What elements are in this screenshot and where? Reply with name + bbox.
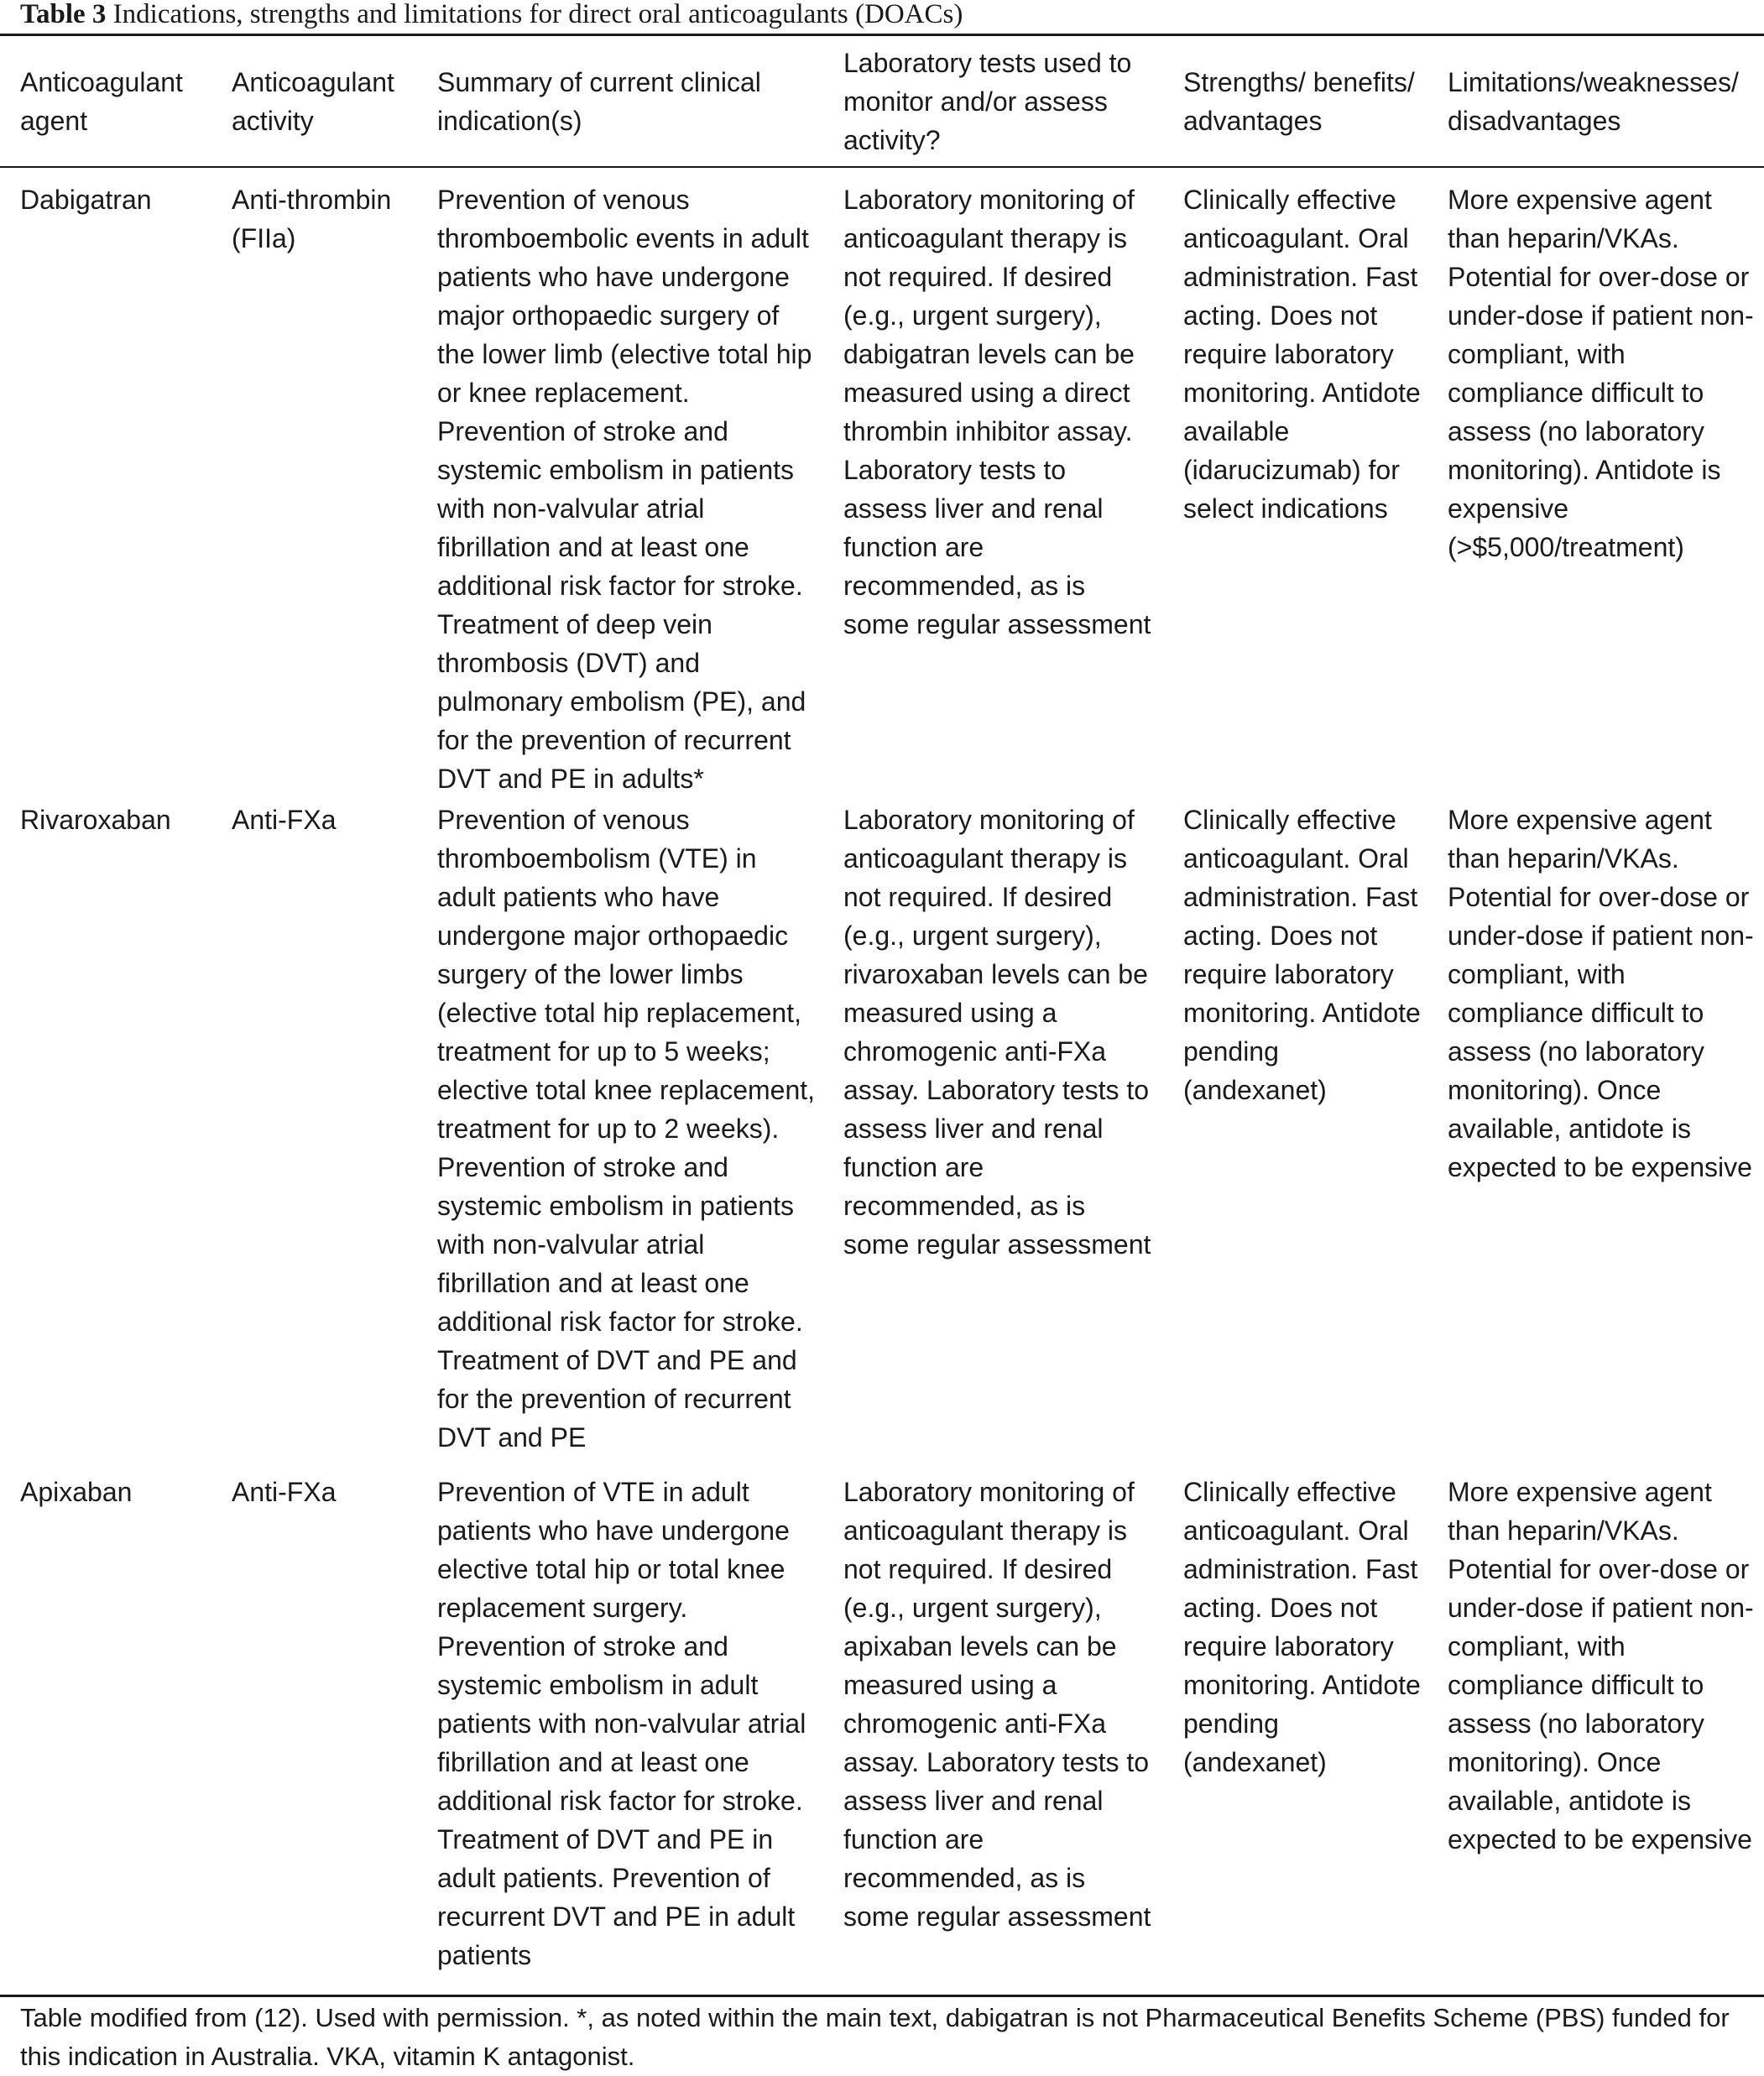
header-strengths [1163,36,1427,166]
cell-lab-tests-text: Laboratory monitoring of anticoagulant therapy is not required. If desired (e.g., urgent surgery), dabigatran levels can be measured using a direct thrombin inhibitor assay. Laboratory tests to assess liver and renal function are recommended, as is some regular assessment [843,185,1151,639]
cell-agent-text: Rivaroxaban [20,805,171,835]
cell-limitations-text: More expensive agent than heparin/VKAs. Potential for over-dose or under-dose if patient non-compliant, with compliance difficult to assess (no laboratory monitoring). Antidote is expensive (>$5,000/treatment) [1448,185,1754,562]
cell-strengths-text: Clinically effective anticoagulant. Oral administration. Fast acting. Does not require laboratory monitoring. Antidote pending (andexanet) [1183,1477,1421,1777]
table-row [0,1473,1764,2007]
cell-limitations [1427,801,1764,1473]
cell-agent [0,801,211,1473]
cell-lab-tests [823,1473,1163,2007]
cell-limitations-text: More expensive agent than heparin/VKAs. Potential for over-dose or under-dose if patient non-compliant, with compliance difficult to assess (no laboratory monitoring). Once available, antidote is expected to be expensive [1448,805,1754,1182]
cell-activity-text: Anti-thrombin (FIIa) [232,185,392,253]
cell-indications [417,166,823,801]
header-limitations [1427,36,1764,166]
cell-indications [417,1473,823,2007]
cell-lab-tests [823,166,1163,801]
table-header-row [0,36,1764,166]
cell-strengths [1163,166,1427,801]
cell-limitations [1427,1473,1764,2007]
cell-activity-text: Anti-FXa [232,805,337,835]
header-activity [211,36,417,166]
cell-strengths-text: Clinically effective anticoagulant. Oral administration. Fast acting. Does not require laboratory monitoring. Antidote available (idarucizumab) for select indications [1183,185,1421,524]
header-agent-text: Anticoagulant agent [20,66,183,136]
cell-indications-text: Prevention of venous thromboembolism (VTE) in adult patients who have undergone major orthopaedic surgery of the lower limbs (elective total hip replacement, treatment for up to 5 weeks; elective total knee replacement, treatment for up to 2 weeks). Prevention of stroke and systemic embolism in patients with non-valvular atrial fibrillation and at least one additional risk factor for stroke. Treatment of DVT and PE and for the prevention of recurrent DVT and PE [437,805,816,1453]
cell-agent-text: Dabigatran [20,185,152,215]
table-caption-label: Table 3 [20,0,107,29]
cell-agent-text: Apixaban [20,1477,133,1507]
cell-indications-text: Prevention of VTE in adult patients who have undergone elective total hip or total knee replacement surgery. Prevention of stroke and systemic embolism in adult patients with non-valvular atrial fibrillation and at least one additional risk factor for stroke. Treatment of DVT and PE in adult patients. Prevention of recurrent DVT and PE in adult patients [437,1477,806,1970]
header-strengths-text: Strengths/ benefits/ advantages [1183,66,1415,136]
cell-strengths [1163,1473,1427,2007]
header-lab-tests [823,36,1163,166]
cell-lab-tests [823,801,1163,1473]
header-indications [417,36,823,166]
cell-activity [211,166,417,801]
table-row [0,166,1764,801]
header-indications-text: Summary of current clinical indication(s) [437,66,761,136]
header-limitations-text: Limitations/weaknesses/ disadvantages [1448,66,1739,136]
table-caption [20,0,963,34]
cell-strengths [1163,801,1427,1473]
cell-indications-text: Prevention of venous thromboembolic events in adult patients who have undergone major orthopaedic surgery of the lower limb (elective total hip or knee replacement. Prevention of stroke and systemic embolism in patients with non-valvular atrial fibrillation and at least one additional risk factor for stroke. Treatment of deep vein thrombosis (DVT) and pulmonary embolism (PE), and for the prevention of recurrent DVT and PE in adults* [437,185,812,794]
cell-lab-tests-text: Laboratory monitoring of anticoagulant therapy is not required. If desired (e.g., urgent surgery), apixaban levels can be measured using a chromogenic anti-FXa assay. Laboratory tests to assess liver and renal function are recommended, as is some regular assessment [843,1477,1151,1932]
table-row [0,801,1764,1473]
header-lab-tests-text: Laboratory tests used to monitor and/or assess activity? [843,47,1132,155]
cell-activity [211,1473,417,2007]
cell-limitations-text: More expensive agent than heparin/VKAs. Potential for over-dose or under-dose if patient non-compliant, with compliance difficult to assess (no laboratory monitoring). Once available, antidote is expected to be expensive [1448,1477,1754,1854]
doac-table [0,36,1764,2007]
header-activity-text: Anticoagulant activity [232,66,394,136]
cell-activity [211,801,417,1473]
table-footnote: Table modified from (12). Used with permission. *, as noted within the main text, dabigatran is not Pharmaceutical Benefits Scheme (PBS) funded for this indication in Australia. VKA, vitamin K antagonist. [20,2003,1730,2071]
cell-strengths-text: Clinically effective anticoagulant. Oral administration. Fast acting. Does not require laboratory monitoring. Antidote pending (andexanet) [1183,805,1421,1105]
cell-agent [0,1473,211,2007]
cell-indications [417,801,823,1473]
cell-lab-tests-text: Laboratory monitoring of anticoagulant therapy is not required. If desired (e.g., urgent surgery), rivaroxaban levels can be measured using a chromogenic anti-FXa assay. Laboratory tests to assess liver and renal function are recommended, as is some regular assessment [843,805,1151,1260]
table-caption-text: Indications, strengths and limitations for direct oral anticoagulants (DOACs) [112,0,963,29]
cell-agent [0,166,211,801]
header-agent [0,36,211,166]
cell-limitations [1427,166,1764,801]
cell-activity-text: Anti-FXa [232,1477,337,1507]
